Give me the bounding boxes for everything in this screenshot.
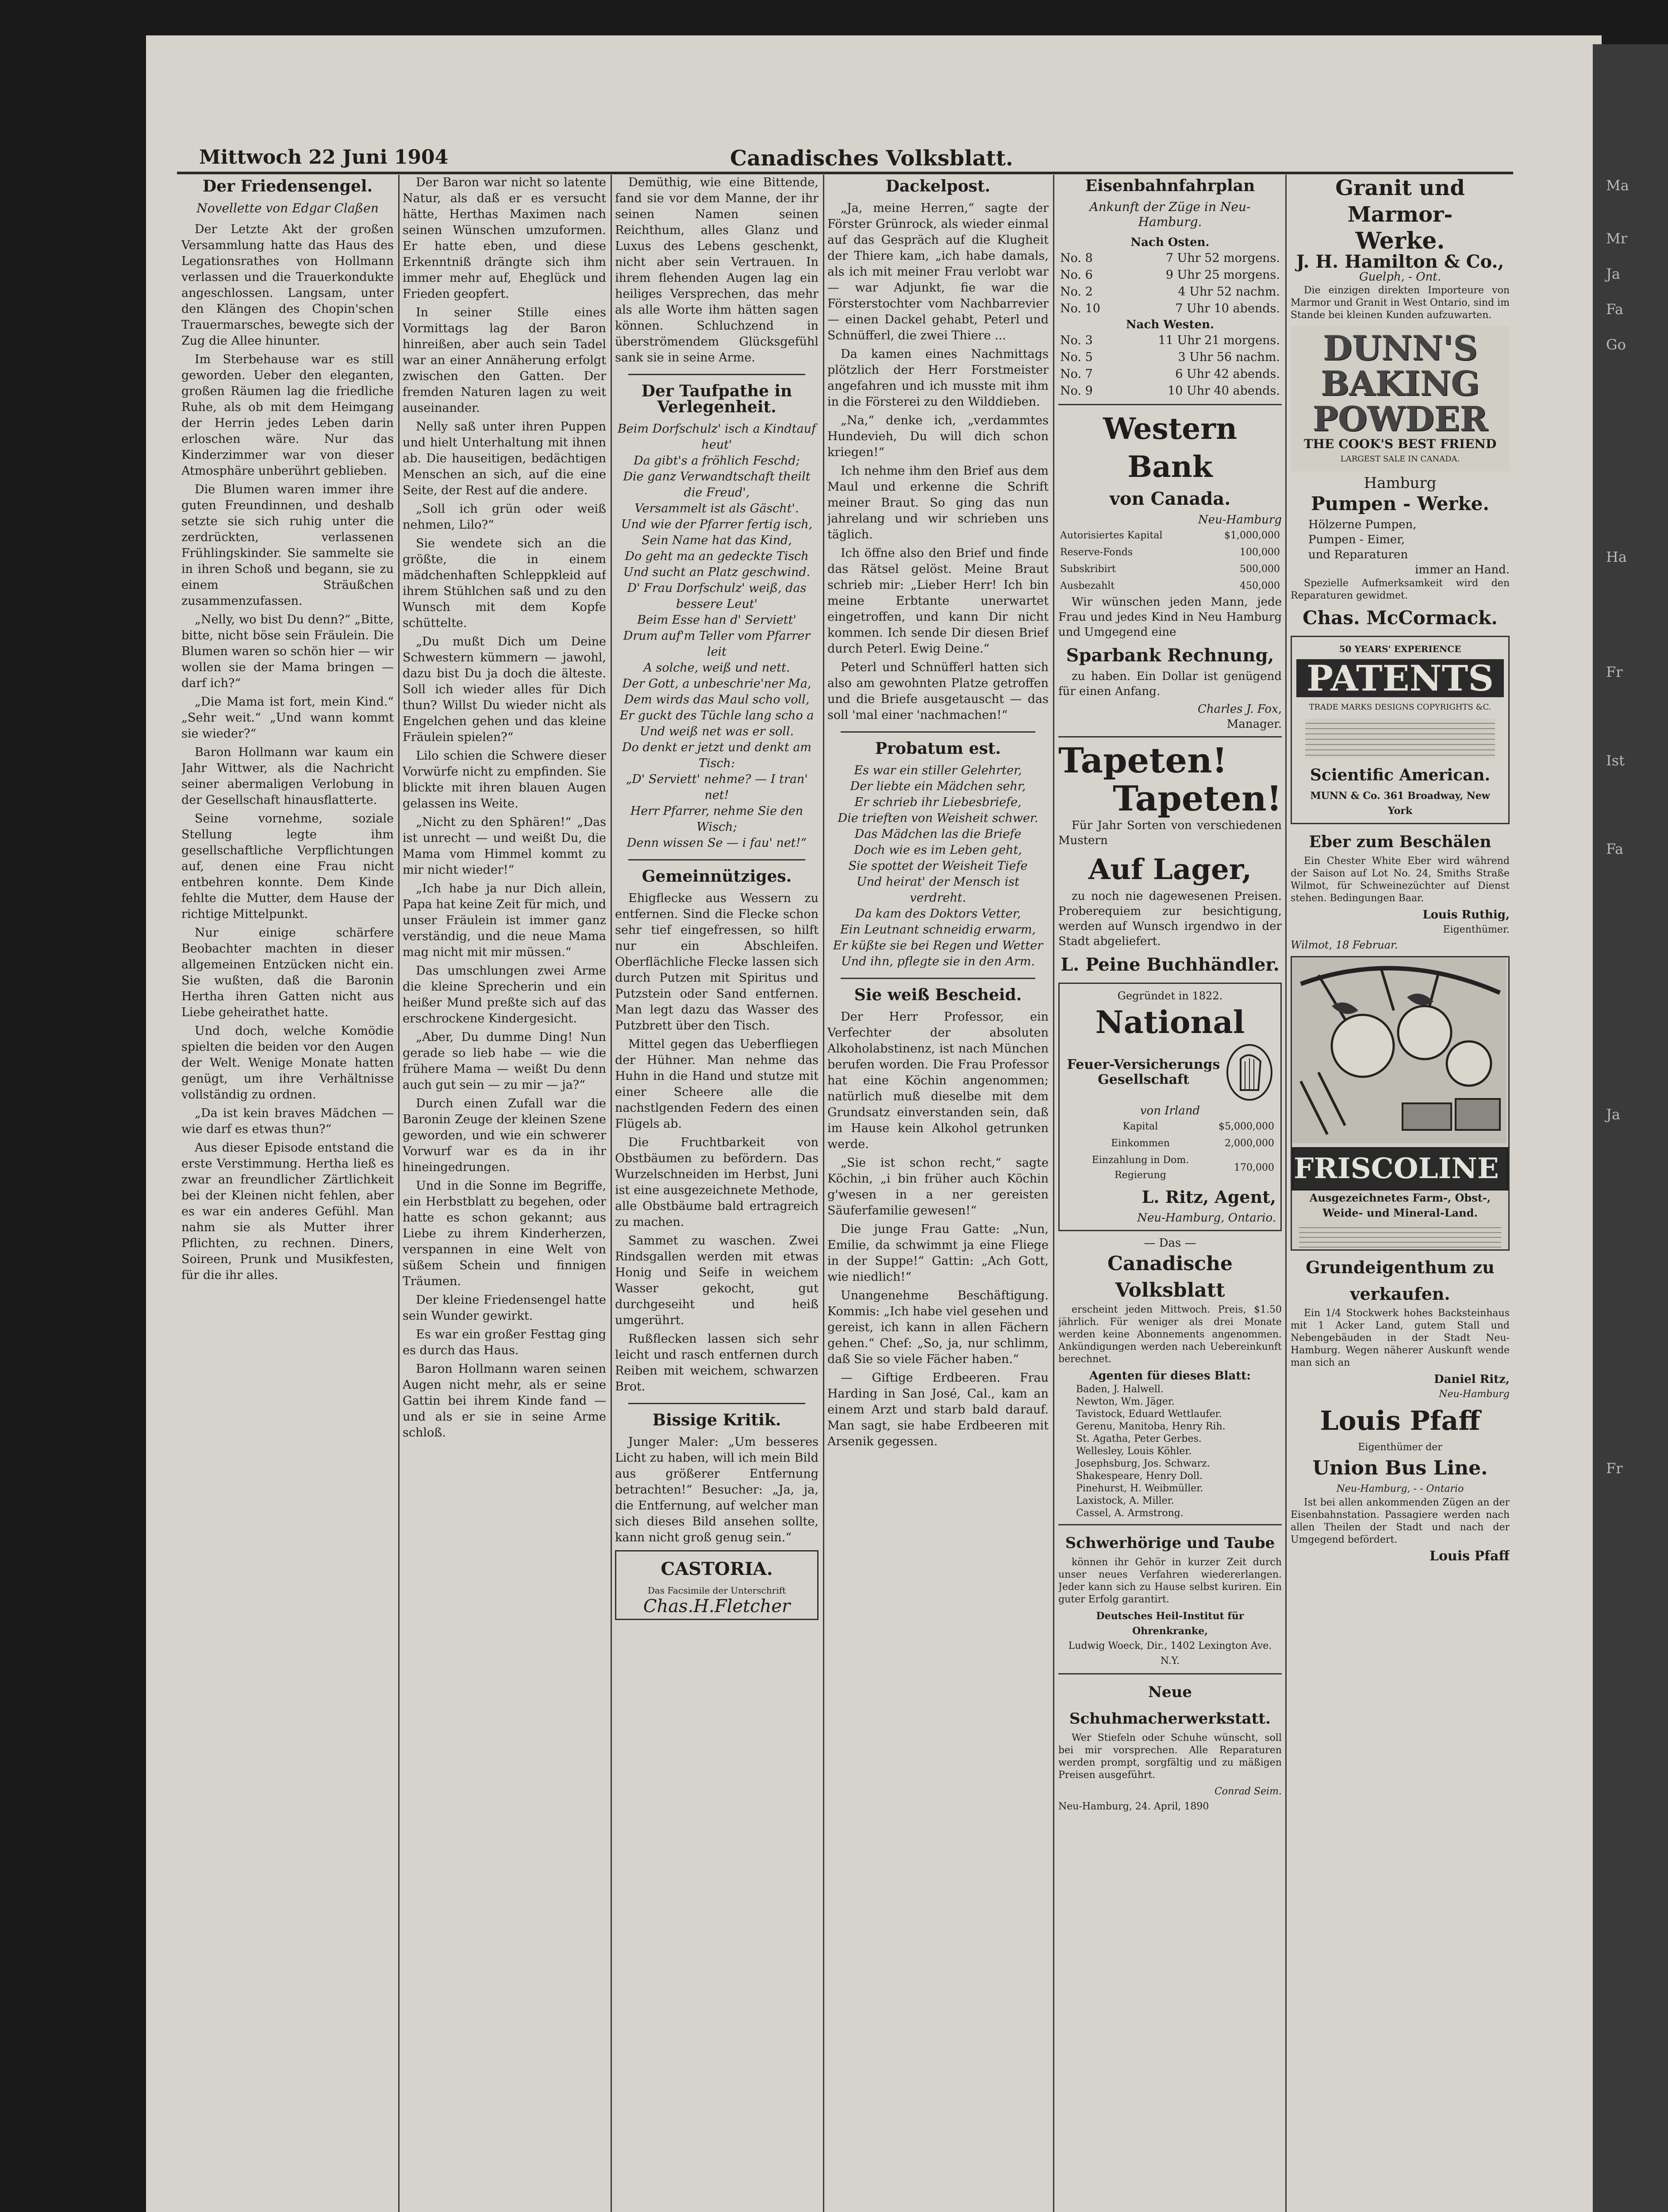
poem: [615, 421, 819, 851]
grundeigenthum-title: Grundeigenthum zu verkaufen.: [1306, 1257, 1495, 1304]
paragraph: — Giftige Erdbeeren. Frau Harding in San José, Cal., kam an einem Arzt und starb bald darauf. Man sagt, sie habe Erdbeeren mit Arsenik gegessen.: [827, 1371, 1049, 1448]
edge-fragment: Mr: [1606, 230, 1628, 247]
tapeten-heading: Tapeten!: [1058, 741, 1227, 781]
poem-line: Dem wirds das Maul scho voll,: [624, 693, 810, 707]
bank-label: Autorisiertes Kapital: [1060, 530, 1163, 541]
dunns-title: BAKING: [1320, 364, 1480, 403]
paragraph: Das umschlungen zwei Arme die kleine Sprecherin und ein heißer Mund preßte sich auf das erschrockene Kindergesicht.: [403, 964, 606, 1025]
bank-manager-title: Manager.: [1226, 718, 1282, 731]
agents-list: [1058, 1383, 1282, 1520]
schuhmacher-text: Wer Stiefeln oder Schuhe wünscht, soll bei mir vorsprechen. Alle Reparaturen werden prompt, sorgfältig und zu mäßigen Preisen ausgeführt.: [1058, 1732, 1282, 1781]
paragraph: Und doch, welche Komödie spielten die beiden vor den Augen der Welt. Wenige Monate hatten genügt, um ihre Verhältnisse vollständig zu ordnen.: [181, 1024, 394, 1102]
poem-line: Und heirat' der Mensch ist verdreht.: [857, 875, 1019, 905]
train-time: 7 Uhr 10 abends.: [1175, 302, 1280, 315]
national-founded: Gegründet in 1822.: [1117, 990, 1223, 1002]
paragraph: Nelly saß unter ihren Puppen und hielt Unterhaltung mit ihnen ab. Die hauseitigen, bedächtigen Menschen an sich, auf die eine Seite, der Rest auf die andere.: [403, 420, 606, 497]
separator: [841, 731, 1035, 733]
granit-title: Granit und Marmor-: [1335, 176, 1465, 227]
sparbank-heading: Sparbank Rechnung,: [1066, 645, 1274, 666]
column-divider: [611, 175, 612, 2212]
edge-fragment: Fr: [1606, 1460, 1623, 1477]
train-time: 4 Uhr 52 nachm.: [1178, 285, 1280, 299]
paragraph: „Nelly, wo bist Du denn?“ „Bitte, bitte, nicht böse sein Fräulein. Die Blumen waren so schön hier — wir wollen sie der Mama bringen — darf ich?“: [181, 613, 394, 690]
poem-line: Doch wie es im Leben geht,: [854, 843, 1022, 857]
national-label: Einkommen: [1111, 1138, 1170, 1149]
agent-item: Wellesley, Louis Köhler.: [1076, 1446, 1192, 1457]
agent-item: Josephsburg, Jos. Schwarz.: [1076, 1458, 1210, 1469]
column-divider: [398, 175, 400, 2212]
national-insurance-ad: [1058, 983, 1282, 1231]
separator: [1058, 1524, 1282, 1525]
national-label: Kapital: [1122, 1121, 1158, 1132]
schwerhoerige-text: können ihr Gehör in kurzer Zeit durch unser neues Verfahren wiedererlangen. Jeder kann sich zu Hause selbst kuriren. Ein guter Erfolg garantirt.: [1058, 1557, 1282, 1605]
dunns-sale: LARGEST SALE IN CANADA.: [1340, 454, 1460, 464]
poem-line: Er schrieb ihr Liebesbriefe,: [854, 795, 1022, 809]
pumpen-place: Hamburg: [1364, 474, 1437, 492]
agent-name: L. Ritz, Agent,: [1141, 1187, 1276, 1207]
paragraph: Im Sterbehause war es still geworden. Ueber den eleganten, großen Räumen lag die friedliche Ruhe, als ob mit dem Heimgang der Herrin jedes Leben darin erloschen wäre. Nur das Kinderzimmer war von dieser Atmosphäre unberührt geblieben.: [181, 353, 394, 478]
paragraph: Nur einige schärfere Beobachter machten in dieser allgemeinen Entzücken nicht ein. Sie wußten, daß die Baronin Hertha ihren Gatten nicht aus Liebe geheirathet hatte.: [181, 926, 394, 1019]
edge-fragment: Ist: [1606, 752, 1625, 769]
paragraph: „Da ist kein braves Mädchen — wie darf es etwas thun?“: [181, 1106, 394, 1136]
poem-line: A solche, weiß und nett.: [643, 661, 790, 675]
poem-line: Sein Name hat das Kind,: [642, 534, 792, 547]
timetable-row: [1058, 349, 1282, 366]
dunns-baking-powder-ad: [1291, 326, 1510, 471]
bank-subtitle: von Canada.: [1109, 488, 1231, 509]
munn-address: MUNN & Co. 361 Broadway, New York: [1310, 790, 1490, 817]
railway-title: Eisenbahnfahrplan: [1085, 177, 1255, 195]
paragraph: Seine vornehme, soziale Stellung legte ihm gesellschaftliche Verpflichtungen auf, denen eine Frau nicht entbehren konnte. Dem Kinde fehlte die Mutter, dem Hause der richtige Mittelpunkt.: [181, 812, 394, 921]
pumpen-item: und Reparaturen: [1308, 548, 1408, 561]
agent-item: Cassel, A. Armstrong.: [1076, 1508, 1184, 1519]
column-6: [1291, 175, 1510, 2212]
agent-item: Pinehurst, H. Weibmüller.: [1076, 1483, 1203, 1494]
edge-fragment: Ma: [1606, 177, 1629, 194]
timetable-row: [1058, 366, 1282, 383]
agent-item: Shakespeare, Henry Doll.: [1076, 1471, 1203, 1482]
edge-fragment: Fa: [1606, 301, 1624, 318]
edge-fragment: Fa: [1606, 841, 1624, 857]
tapeten-heading: Tapeten!: [1113, 779, 1282, 819]
separator: [628, 859, 805, 860]
grundeigenthum-owner: Daniel Ritz,: [1434, 1373, 1510, 1386]
paragraph: „Ja, meine Herren,“ sagte der Förster Grünrock, als wieder einmal auf das Gespräch auf die Klugheit der Thiere kam, „ich habe damals, als ich mit meiner Frau verlobt war — war Adjunkt, fie war die Försterstochter vom Nachbarrevier — einen Dackel gehabt, Peterl und Schnüfferl, die zwei Thiere ...: [827, 201, 1049, 342]
agent-item: Baden, J. Halwell.: [1076, 1384, 1164, 1395]
paragraph: Baron Hollmann waren seinen Augen nicht mehr, als er seine Gattin bei ihrem Kinde fand — und als er sie in seine Arme schloß.: [403, 1362, 606, 1440]
union-bus-line: Union Bus Line.: [1312, 1457, 1488, 1479]
agent-item: Gerenu, Manitoba, Henry Rih.: [1076, 1421, 1226, 1432]
das-label: — Das —: [1144, 1237, 1196, 1250]
timetable-row: [1058, 284, 1282, 300]
paragraph: „Du mußt Dich um Deine Schwestern kümmern — jawohl, dazu bist Du ja doch die älteste. Soll ich wieder alles für Dich thun? Willst Du wieder nicht als Engelchen gehen und das kleine Fräulein spielen?“: [403, 635, 606, 744]
dunns-tagline: THE COOK'S BEST FRIEND: [1303, 437, 1497, 451]
paragraph: Der Baron war nicht so latente Natur, als daß er es versucht hätte, Herthas Maximen nach seinen Wünschen umzuformen. Er hatte eben, und diese Erkenntniß drängte sich ihm immer mehr auf, Eheglück und Frieden geopfert.: [403, 176, 606, 301]
eber-title: Eber zum Beschälen: [1309, 833, 1491, 851]
eber-owner-title: Eigenthümer.: [1443, 924, 1510, 935]
poem-line: Der liebte ein Mädchen sehr,: [850, 780, 1026, 793]
article-title: Sie weiß Bescheid.: [854, 986, 1022, 1004]
bank-manager: Charles J. Fox,: [1197, 703, 1282, 716]
agent-item: Laxistock, A. Miller.: [1076, 1495, 1174, 1506]
eber-date: Wilmot, 18 Februar.: [1291, 939, 1398, 951]
train-number: No. 3: [1060, 334, 1093, 347]
masthead-rule: [177, 172, 1513, 174]
paragraph: Der kleine Friedensengel hatte sein Wunder gewirkt.: [403, 1293, 606, 1323]
paragraph: Demüthig, wie eine Bittende, fand sie vor dem Manne, der ihr seinen Namen seinen Reichthum, alles Glanz und Luxus des Lebens geschenkt, nicht aber sein Vertrauen. In ihrem flehenden Augen lag ein heiliges Versprechen, das mehr als alle Worte ihm hätten sagen können. Schluchzend in überströmendem Glücksgefühl sank sie in seine Arme.: [615, 176, 819, 365]
article-title: Dackelpost.: [885, 177, 991, 196]
separator: [841, 978, 1035, 979]
column-divider: [1053, 175, 1054, 2212]
poem-line: Versammelt ist als Gäscht'.: [634, 502, 799, 515]
national-title: National: [1095, 1004, 1245, 1041]
bank-label: Ausbezahlt: [1060, 580, 1115, 591]
bank-value: 500,000: [1240, 564, 1280, 575]
castoria-ad: [615, 1550, 819, 1620]
paragraph: Die Blumen waren immer ihre guten Freundinnen, und deshalb setzte sie sich ruhig unter die zerdrückten, verlassenen Frühlingskinder. Sie sammelte sie in ihren Schoß und begann, sie zu einem Sträußchen zusammenzufassen.: [181, 483, 394, 608]
column-3: [615, 175, 819, 2212]
pumpen-text: Spezielle Aufmerksamkeit wird den Reparaturen gewidmet.: [1291, 578, 1510, 601]
poem-line: Do denkt er jetzt und denkt am Tisch:: [622, 741, 812, 770]
patents-subtitle: TRADE MARKS DESIGNS COPYRIGHTS &C.: [1309, 703, 1491, 712]
national-table: [1064, 1118, 1276, 1184]
national-value: 170,000: [1234, 1162, 1274, 1173]
paragraph: Unangenehme Beschäftigung. Kommis: „Ich habe viel gesehen und gereist, ich kann in allen Fächern gehen.“ Chef: „So, ja, nur schlimm, daß Sie so viele Fächer haben.“: [827, 1289, 1049, 1366]
dunns-title: POWDER: [1312, 399, 1488, 438]
bank-capital-table: [1058, 527, 1282, 595]
poem-line: Das Mädchen las die Briefe: [854, 827, 1022, 841]
bank-row: [1058, 527, 1282, 544]
adjacent-page-edge: [1593, 44, 1668, 2212]
train-number: No. 2: [1060, 285, 1093, 299]
auf-lager-heading: Auf Lager,: [1088, 853, 1252, 886]
bank-place: Neu-Hamburg: [1198, 513, 1282, 526]
schuhmacher-title: Neue Schuhmacherwerkstatt.: [1069, 1683, 1271, 1728]
lager-text: zu noch nie dagewesenen Preisen. Proberequiem zur besichtigung, werden auf Wunsch irgendwo in der Stadt abgeliefert.: [1058, 890, 1282, 948]
poem-line: Der Gott, a unbeschrie'ner Ma,: [622, 677, 811, 691]
section-title: Gemeinnütziges.: [642, 867, 792, 886]
masthead-title: Canadisches Volksblatt.: [730, 146, 1013, 171]
poem-line: „D' Serviett' nehme? — I tran' net!: [626, 772, 808, 802]
timetable-row: [1058, 300, 1282, 317]
railway-east-label: Nach Osten.: [1130, 236, 1210, 249]
pumpen-hand: immer an Hand.: [1414, 563, 1510, 576]
friscoline-text: Ausgezeichnetes Farm-, Obst-, Weide- und Mineral-Land.: [1309, 1191, 1491, 1219]
eber-text: Ein Chester White Eber wird während der Saison auf Lot No. 24, Smiths Straße Wilmot, für Schweinezüchter auf Dienst stehen. Bedingungen Baar.: [1291, 856, 1510, 904]
column-1: [181, 175, 394, 2212]
article-title: Der Friedensengel.: [203, 177, 373, 196]
paragraph: „Ich habe ja nur Dich allein, Papa hat keine Zeit für mich, und unser Fräulein ist immer ganz verständig, und die neue Mama mag nicht mit mir müssen.“: [403, 882, 606, 959]
paragraph: Rußflecken lassen sich sehr leicht und rasch entfernen durch Reiben mit weichem, schwarzen Brot.: [615, 1332, 819, 1394]
train-time: 6 Uhr 42 abends.: [1175, 367, 1280, 381]
poem-line: Er guckt des Tüchle lang scho a: [619, 709, 814, 722]
paragraph: Da kamen eines Nachmittags plötzlich der Herr Forstmeister angefahren und ich musste mit ihm in die Försterei zu den Wilddieben.: [827, 347, 1049, 409]
poem-line: Und sucht an Platz geschwind.: [623, 565, 811, 579]
national-row: [1064, 1118, 1276, 1135]
agents-title: Agenten für dieses Blatt:: [1089, 1369, 1251, 1382]
paragraph: Lilo schien die Schwere dieser Vorwürfe nicht zu empfinden. Sie blickte mit ihren blauen Augen gelassen ins Weite.: [403, 749, 606, 810]
railway-west-label: Nach Westen.: [1126, 318, 1214, 331]
timetable-row: [1058, 250, 1282, 267]
paragraph: „Nicht zu den Sphären!“ „Das ist unrecht — und weißt Du, die Mama vom Himmel kommt zu mir nicht wieder!“: [403, 815, 606, 877]
train-number: No. 9: [1060, 384, 1093, 398]
castoria-subtitle: Das Facsimile der Unterschrift: [647, 1585, 786, 1596]
edge-fragment: Ja: [1606, 1106, 1620, 1123]
poem-line: Er küßte sie bei Regen und Wetter: [833, 939, 1043, 952]
column-4: [827, 175, 1049, 2212]
train-time: 9 Uhr 25 morgens.: [1165, 268, 1280, 282]
masthead-date: Mittwoch 22 Juni 1904: [199, 146, 449, 169]
bank-label: Reserve-Fonds: [1060, 547, 1133, 558]
paragraph: Sammet zu waschen. Zwei Rindsgallen werden mit etwas Honig und Seife in weichem Wasser gekocht, gut durchgeseiht und heiß umgerührt.: [615, 1234, 819, 1327]
paragraph: „Soll ich grün oder weiß nehmen, Lilo?“: [403, 502, 606, 532]
union-text: Ist bei allen ankommenden Zügen an der Eisenbahnstation. Passagiere werden nach allen Theilen der Stadt und nach der Umgegend befördert.: [1291, 1497, 1510, 1545]
train-number: No. 6: [1060, 268, 1093, 282]
tapeten-text: Für Jahr Sorten von verschiedenen Mustern: [1058, 819, 1282, 847]
poem-line: Do geht ma an gedeckte Tisch: [625, 549, 809, 563]
national-label: Einzahlung in Dom. Regierung: [1092, 1155, 1189, 1181]
schuhmacher-date: Neu-Hamburg, 24. April, 1890: [1058, 1801, 1209, 1812]
train-number: No. 8: [1060, 251, 1093, 265]
paragraph: Ich öffne also den Brief und finde das Rätsel gelöst. Meine Braut schrieb mir: „Lieber Herr! Ich bin meine Erbtante unerwartet eingetroffen, und kann Dir nicht kommen. Ich sende Dir diesen Brief durch Peterl. Ewig Deine.“: [827, 546, 1049, 656]
patents-ad: [1291, 636, 1510, 824]
train-number: No. 10: [1060, 302, 1100, 315]
poem-line: Denn wissen Se — i fau' net!“: [626, 836, 807, 850]
separator: [628, 374, 805, 375]
national-row: [1064, 1135, 1276, 1152]
column-divider: [823, 175, 824, 2212]
railway-subtitle: Ankunft der Züge in Neu-Hamburg.: [1089, 200, 1251, 229]
volksblatt-title: Canadische Volksblatt: [1107, 1252, 1233, 1302]
bank-value: 450,000: [1240, 580, 1280, 591]
poem-line: Da kam des Doktors Vetter,: [855, 907, 1021, 921]
grundeigenthum-place: Neu-Hamburg: [1439, 1389, 1510, 1400]
paragraph: Aus dieser Episode entstand die erste Verstimmung. Hertha ließ es zwar an freundlicher Zärtlichkeit bei der Kleinen nicht fehlen, aber es war ein anderes Gefühl. Man nahm sie als Mutter ihrer Pflichten, zu rechnen. Diners, Soireen, Prunk und Musikfesten, für die ihr alles.: [181, 1141, 394, 1282]
national-value: $5,000,000: [1218, 1121, 1274, 1132]
bank-row: [1058, 544, 1282, 561]
eber-owner: Louis Ruthig,: [1422, 908, 1510, 922]
schwerhoerige-addr: Ludwig Woeck, Dir., 1402 Lexington Ave. N.Y.: [1068, 1640, 1272, 1667]
national-subtitle: Feuer-Versicherungs Gesellschaft: [1067, 1057, 1220, 1087]
granit-owner: J. H. Hamilton & Co.,: [1296, 251, 1504, 272]
bank-name: Western Bank: [1103, 411, 1238, 484]
poem-title: Der Taufpathe in Verlegenheit.: [641, 382, 792, 416]
pfaff-subtitle: Eigenthümer der: [1358, 1442, 1442, 1453]
poem-line: Da gibt's a fröhlich Feschd;: [634, 454, 800, 468]
train-time: 7 Uhr 52 morgens.: [1165, 251, 1280, 265]
patents-experience: 50 YEARS' EXPERIENCE: [1339, 644, 1461, 654]
paragraph: Ich nehme ihm den Brief aus dem Maul und erkenne die Schrift meiner Braut. So ging das nun jahrelang und wir schrieben uns täglich.: [827, 464, 1049, 541]
bank-label: Subskribirt: [1060, 564, 1116, 575]
poem-line: Und weiß net was er soll.: [639, 725, 794, 738]
schwerhoerige-title: Schwerhörige und Taube: [1065, 1534, 1275, 1552]
national-row: [1064, 1152, 1276, 1184]
bank-row: [1058, 578, 1282, 595]
granit-text: Die einzigen direkten Importeure von Marmor und Granit in West Ontario, sind im Stande bei kleinen Kunden aufzuwarten.: [1291, 285, 1510, 321]
agent-place: Neu-Hamburg, Ontario.: [1137, 1211, 1276, 1225]
edge-fragment: Ha: [1606, 549, 1627, 565]
pfaff-name: Louis Pfaff: [1320, 1406, 1480, 1436]
separator: [628, 1403, 805, 1404]
volksblatt-text: erscheint jeden Mittwoch. Preis, $1.50 jährlich. Für weniger als drei Monate werden keine Abonnements angenommen. Ankündigungen werden nach Uebereinkunft berechnet.: [1058, 1304, 1282, 1365]
pumpen-owner: Chas. McCormack.: [1303, 607, 1498, 629]
poem: [827, 763, 1049, 970]
agent-item: Newton, Wm. Jäger.: [1076, 1396, 1175, 1407]
poem-line: D' Frau Dorfschulz' weiß, das bessere Leut': [627, 581, 807, 611]
paragraph: Peterl und Schnüfferl hatten sich also am gewohnten Platze getroffen und die Briefe ausgetauscht — das soll 'mal einer 'nachmachen!“: [827, 661, 1049, 722]
castoria-signature: Chas.H.Fletcher: [643, 1596, 791, 1617]
friscoline-ad: [1291, 956, 1510, 1251]
bank-value: $1,000,000: [1224, 530, 1280, 541]
sparbank-text: zu haben. Ein Dollar ist genügend für einen Anfang.: [1058, 670, 1282, 698]
separator: [1058, 1673, 1282, 1674]
haendler-name: L. Peine Buchhändler.: [1061, 954, 1280, 975]
bank-value: 100,000: [1240, 547, 1280, 558]
poem-line: Die ganz Verwandtschaft theilt die Freud',: [623, 470, 811, 499]
schwerhoerige-org: Deutsches Heil-Institut für Ohrenkranke,: [1096, 1610, 1244, 1637]
poem-line: Ein Leutnant schneidig erwarm,: [840, 923, 1036, 937]
edge-fragment: Go: [1606, 336, 1626, 353]
railway-east-table: [1058, 250, 1282, 317]
poem-line: Und ihn, pflegte sie in den Arm.: [841, 955, 1035, 968]
patents-fine-print: [1305, 718, 1495, 758]
paragraph: „Na,“ denke ich, „verdammtes Hundevieh, Du will dich schon kriegen!“: [827, 414, 1049, 459]
poem-title: Probatum est.: [875, 739, 1001, 758]
timetable-row: [1058, 332, 1282, 349]
train-time: 10 Uhr 40 abends.: [1168, 384, 1280, 398]
paragraph: „Die Mama ist fort, mein Kind.“ „Sehr weit.“ „Und wann kommt sie wieder?“: [181, 695, 394, 741]
patents-title: PATENTS: [1296, 659, 1504, 697]
poem-line: Und wie der Pfarrer fertig isch,: [621, 518, 813, 531]
poem-line: Beim Dorfschulz' isch a Kindtauf heut': [617, 422, 816, 452]
train-time: 11 Uhr 21 morgens.: [1158, 334, 1280, 347]
separator: [1058, 736, 1282, 737]
train-number: No. 7: [1060, 367, 1093, 381]
national-body: [1064, 1041, 1276, 1103]
castoria-title: CASTORIA.: [661, 1559, 773, 1579]
agent-item: St. Agatha, Peter Gerbes.: [1076, 1433, 1202, 1444]
column-2: [403, 175, 606, 2212]
column-divider: [1285, 175, 1287, 2212]
schuhmacher-name: Conrad Seim.: [1214, 1786, 1282, 1797]
train-time: 3 Uhr 56 nachm.: [1178, 350, 1280, 364]
agent-item: Tavistock, Eduard Wettlaufer.: [1076, 1409, 1222, 1420]
paragraph: Sie wendete sich an die größte, die in einem mädchenhaften Schleppkleid auf ihrem Stühlchen saß und zu den Wunsch mit dem Kopfe schüttelte.: [403, 537, 606, 630]
timetable-row: [1058, 383, 1282, 399]
railway-west-table: [1058, 332, 1282, 399]
poem-line: Drum auf'm Teller vom Pfarrer leit: [623, 629, 811, 659]
dunns-title: DUNN'S: [1322, 328, 1478, 368]
paragraph: Die junge Frau Gatte: „Nun, Emilie, da schwimmt ja eine Fliege in der Suppe!“ Gattin: „Ach Gott, wie niedlich!“: [827, 1222, 1049, 1284]
pumpen-items: [1291, 517, 1510, 562]
edge-fragment: Fr: [1606, 664, 1623, 680]
paragraph: „Aber, Du dumme Ding! Nun gerade so lieb habe — wie die frühere Mama — weißt Du denn auch gut sein — zu mir — ja?“: [403, 1030, 606, 1092]
paragraph: Durch einen Zufall war die Baronin Zeuge der kleinen Szene geworden, und wie ein schwerer Vorwurf war es da in ihr hineingedrungen.: [403, 1097, 606, 1174]
paragraph: Die Fruchtbarkeit von Obstbäumen zu befördern. Das Wurzelschneiden im Herbst, Juni ist eine ausgezeichnete Methode, alle Obstbäume bald ertragreich zu machen.: [615, 1136, 819, 1229]
pumpen-item: Pumpen - Eimer,: [1308, 533, 1405, 546]
paragraph: Und in die Sonne im Begriffe, ein Herbstblatt zu begehen, oder hatte es schon gekannt; aus Liebe zu ihrem Kinderherzen, verspannen in eine Welt von süßem Schein und finnigen Träumen.: [403, 1179, 606, 1288]
edge-fragment: Ja: [1606, 265, 1620, 282]
friscoline-fine-print: [1299, 1223, 1501, 1251]
grundeigenthum-text: Ein 1/4 Stockwerk hohes Backsteinhaus mit 1 Acker Land, gutem Stall und Nebengebäuden in der Stadt Neu-Hamburg. Wegen näherer Auskunft wende man sich an: [1291, 1308, 1510, 1368]
national-value: 2,000,000: [1225, 1138, 1274, 1149]
harp-emblem-icon: [1223, 1041, 1276, 1103]
poem-line: Sie spottet der Weisheit Tiefe: [848, 859, 1028, 873]
granit-place: Guelph, - Ont.: [1359, 270, 1441, 284]
timetable-row: [1058, 267, 1282, 284]
paragraph: Ehigflecke aus Wessern zu entfernen. Sind die Flecke schon sehr tief eingefressen, so hilft nur ein Abschleifen. Oberflächliche Flecke lassen sich durch Putzen mit Spiritus und Putzstein oder Sand entfernen. Man legt dazu das Wasser des Putzbrett über den Tisch.: [615, 891, 819, 1033]
section-title: Bissige Kritik.: [652, 1411, 781, 1429]
bank-row: [1058, 561, 1282, 578]
national-location: von Irland: [1140, 1104, 1200, 1118]
bank-text: Wir wünschen jeden Mann, jede Frau und jedes Kind in Neu Hamburg und Umgegend eine: [1058, 595, 1282, 639]
poem-line: Herr Pfarrer, nehme Sie den Wisch;: [630, 804, 803, 834]
poem-line: Die trieften von Weisheit schwer.: [838, 811, 1038, 825]
pumpen-title: Pumpen - Werke.: [1311, 493, 1489, 515]
poem-line: Beim Esse han d' Serviett': [637, 613, 796, 627]
orchard-illustration: [1292, 957, 1507, 1143]
column-5: [1058, 175, 1282, 2212]
article-subtitle: Novellette von Edgar Claßen: [196, 201, 379, 215]
paragraph: Der Herr Professor, ein Verfechter der absoluten Alkoholabstinenz, ist nach München berufen worden. Die Frau Professor hat eine Köchin angenommen; natürlich muß dieselbe mit dem Grundsatz einverstanden sein, daß im Hause kein Alkohol getrunken werde.: [827, 1010, 1049, 1151]
paragraph: Mittel gegen das Ueberfliegen der Hühner. Man nehme das Huhn in die Hand und stutze mit einer Scheere alle die nachstlgenden Federn des einen Flügels ab.: [615, 1037, 819, 1131]
paragraph: Der Letzte Akt der großen Versammlung hatte das Haus des Legationsrathes von Hollmann verlassen und die Trauerkondukte angeschlossen. Langsam, unter den Klängen des Chopin'schen Trauermarsches, bewegte sich der Zug die Allee hinunter.: [181, 223, 394, 348]
separator: [1058, 404, 1282, 405]
paragraph: Es war ein großer Festtag ging es durch das Haus.: [403, 1328, 606, 1357]
pumpen-item: Hölzerne Pumpen,: [1308, 518, 1417, 531]
poem-line: Es war ein stiller Gelehrter,: [854, 764, 1022, 777]
paragraph: In seiner Stille eines Vormittags lag der Baron hinreißen, aber auch sein Tadel war an einer Annäherung erfolgt zwischen den Gatten. Der fremden Naturen lagen zu weit auseinander.: [403, 306, 606, 415]
union-signature: Louis Pfaff: [1429, 1548, 1510, 1564]
paragraph: „Sie ist schon recht,“ sagte Köchin, „i bin früher auch Köchin g'wesen in a ner gereisten Säuferfamilie gewesen!“: [827, 1156, 1049, 1217]
paragraph: Junger Maler: „Um besseres Licht zu haben, will ich mein Bild aus größerer Entfernung betrachten!“ Besucher: „Ja, ja, die Entfernung, auf welcher man sich dieses Bild ansehen sollte, kann nicht groß genug sein.“: [615, 1435, 819, 1544]
train-number: No. 5: [1060, 350, 1093, 364]
scientific-american: Scientific American.: [1310, 766, 1491, 784]
friscoline-title: FRISCOLINE: [1292, 1147, 1508, 1190]
union-place: Neu-Hamburg, - - Ontario: [1336, 1483, 1464, 1494]
granit-title: Werke.: [1355, 227, 1445, 254]
paragraph: Baron Hollmann war kaum ein Jahr Wittwer, als die Nachricht seiner abermaligen Verlobung in der Gesellschaft hinausflatterte.: [181, 745, 394, 807]
